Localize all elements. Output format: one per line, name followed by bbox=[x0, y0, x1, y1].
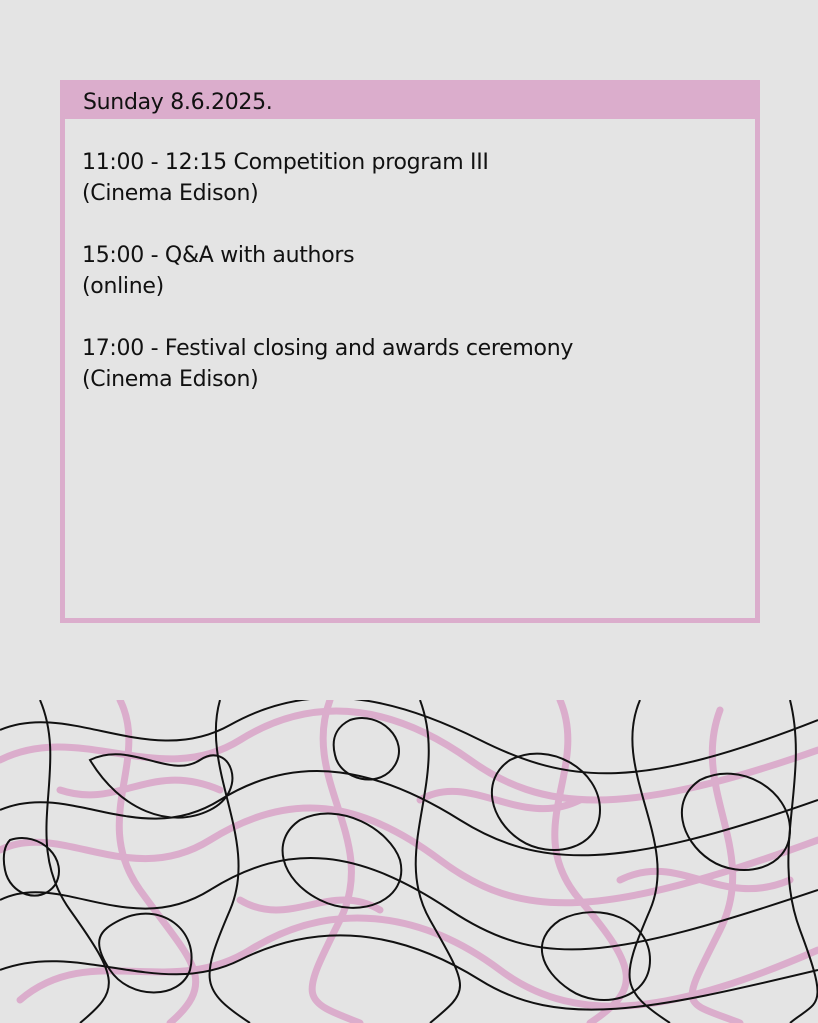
abstract-network-pattern-icon bbox=[0, 700, 818, 1023]
event-list bbox=[65, 119, 755, 395]
event-item bbox=[82, 333, 755, 395]
day-header bbox=[65, 85, 755, 119]
event-time-title: 11:00 - 12:15 Competition program III bbox=[82, 150, 489, 175]
day-label: Sunday 8.6.2025. bbox=[83, 89, 273, 115]
event-time-title: 15:00 - Q&A with authors bbox=[82, 243, 355, 268]
event-location: (Cinema Edison) bbox=[82, 181, 259, 206]
schedule-card bbox=[60, 80, 760, 623]
event-location: (online) bbox=[82, 274, 164, 299]
event-item bbox=[82, 240, 755, 302]
event-location: (Cinema Edison) bbox=[82, 367, 259, 392]
event-time-title: 17:00 - Festival closing and awards ceremony bbox=[82, 336, 574, 361]
event-item bbox=[82, 147, 755, 209]
